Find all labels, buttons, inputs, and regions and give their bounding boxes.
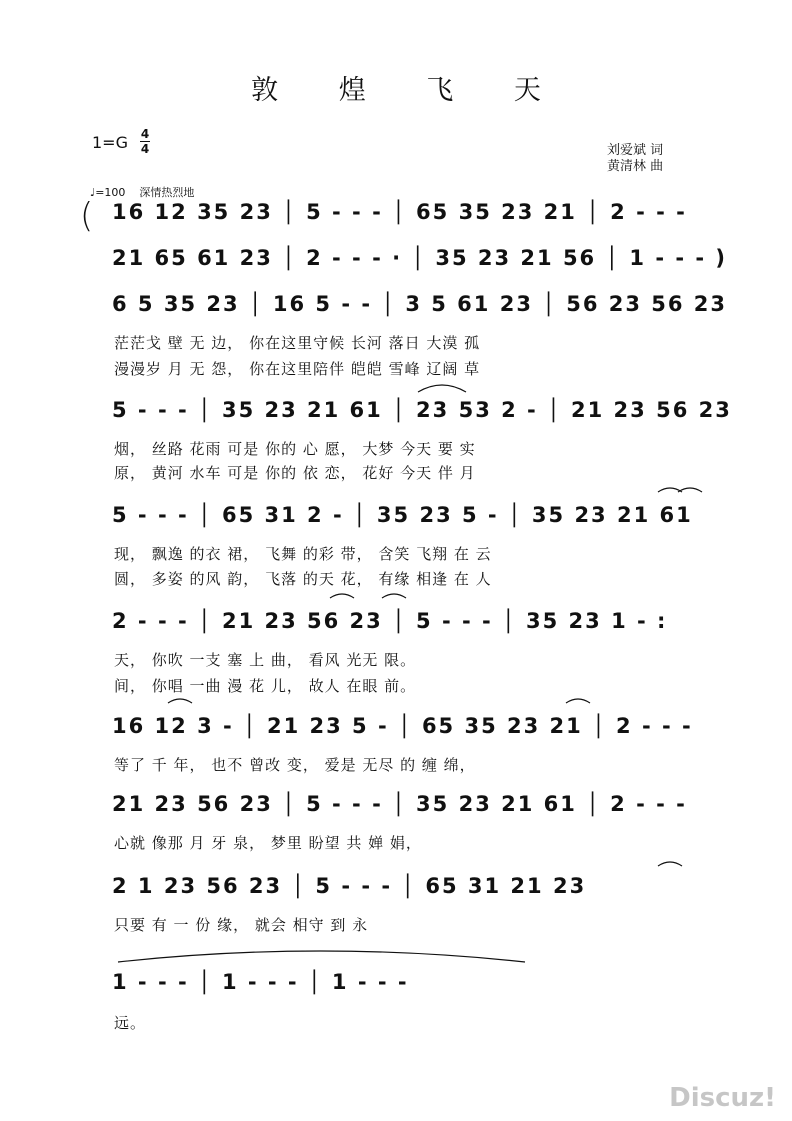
time-signature-top: 4	[140, 127, 150, 141]
lyrics-verse-2: 原， 黄河 水车 可是 你的 依 恋， 花好 今天 伴 月	[114, 464, 476, 482]
notes: 16 12 3 - │ 21 23 5 - │ 65 35 23 21 │ 2 - - -	[112, 714, 693, 738]
notes: 5 - - - │ 65 31 2 - │ 35 23 5 - │ 35 23 21 61	[112, 503, 693, 527]
notes: 21 23 56 23 │ 5 - - - │ 35 23 21 61 │ 2 - - -	[112, 792, 687, 816]
key-signature: 1=G	[92, 133, 128, 152]
lyrics-verse-1: 心就 像那 月 牙 泉， 梦里 盼望 共 婵 娟，	[114, 834, 422, 852]
notes: 21 65 61 23 │ 2 - - - · │ 35 23 21 56 │ 1 - - - )	[112, 246, 728, 270]
lyrics-verse-1: 烟， 丝路 花雨 可是 你的 心 愿， 大梦 今天 要 实	[114, 440, 476, 458]
lyrics-verse-1: 现， 飘逸 的衣 裙， 飞舞 的彩 带， 含笑 飞翔 在 云	[114, 545, 492, 563]
repeat-open-paren: (	[80, 196, 94, 236]
lyrics-verse-1: 等了 千 年， 也不 曾改 变， 爱是 无尽 的 缠 绵，	[114, 756, 476, 774]
lyrics-verse-1: 只要 有 一 份 缘， 就会 相守 到 永	[114, 916, 369, 934]
lyrics-verse-2: 间， 你唱 一曲 漫 花 儿， 故人 在眼 前。	[114, 677, 417, 695]
composer-credit: 黄清林 曲	[607, 159, 664, 174]
tempo-value: ♩=100	[90, 186, 126, 199]
expression-marking: 深情热烈地	[139, 186, 195, 199]
notes: 5 - - - │ 35 23 21 61 │ 23 53 2 - │ 21 23 56 23	[112, 398, 732, 422]
lyrics-verse-2: 圆， 多姿 的风 韵， 飞落 的天 花， 有缘 相逢 在 人	[114, 570, 492, 588]
lyrics-verse-2: 漫漫岁 月 无 怨， 你在这里陪伴 皑皑 雪峰 辽阔 草	[114, 360, 481, 378]
lyrics-verse-1: 远。	[114, 1014, 147, 1032]
lyrics-verse-1: 茫茫戈 壁 无 边， 你在这里守候 长河 落日 大漠 孤	[114, 334, 481, 352]
notes: 1 - - - │ 1 - - - │ 1 - - -	[112, 970, 409, 994]
watermark-logo: Discuz!	[669, 1083, 776, 1113]
notes: 2 - - - │ 21 23 56 23 │ 5 - - - │ 35 23 1 - :	[112, 609, 668, 633]
notes: 16 12 35 23 │ 5 - - - │ 65 35 23 21 │ 2 - - -	[112, 200, 687, 224]
song-title: 敦 煌 飞 天	[251, 75, 567, 106]
notes: 2 1 23 56 23 │ 5 - - - │ 65 31 21 23	[112, 874, 587, 898]
notes: 6 5 35 23 │ 16 5 - - │ 3 5 61 23 │ 56 23 56 23	[112, 292, 728, 316]
lyricist-credit: 刘爱斌 词	[607, 143, 664, 158]
lyrics-verse-1: 天， 你吹 一支 塞 上 曲， 看风 光无 限。	[114, 651, 417, 669]
time-signature-bottom: 4	[140, 142, 150, 156]
